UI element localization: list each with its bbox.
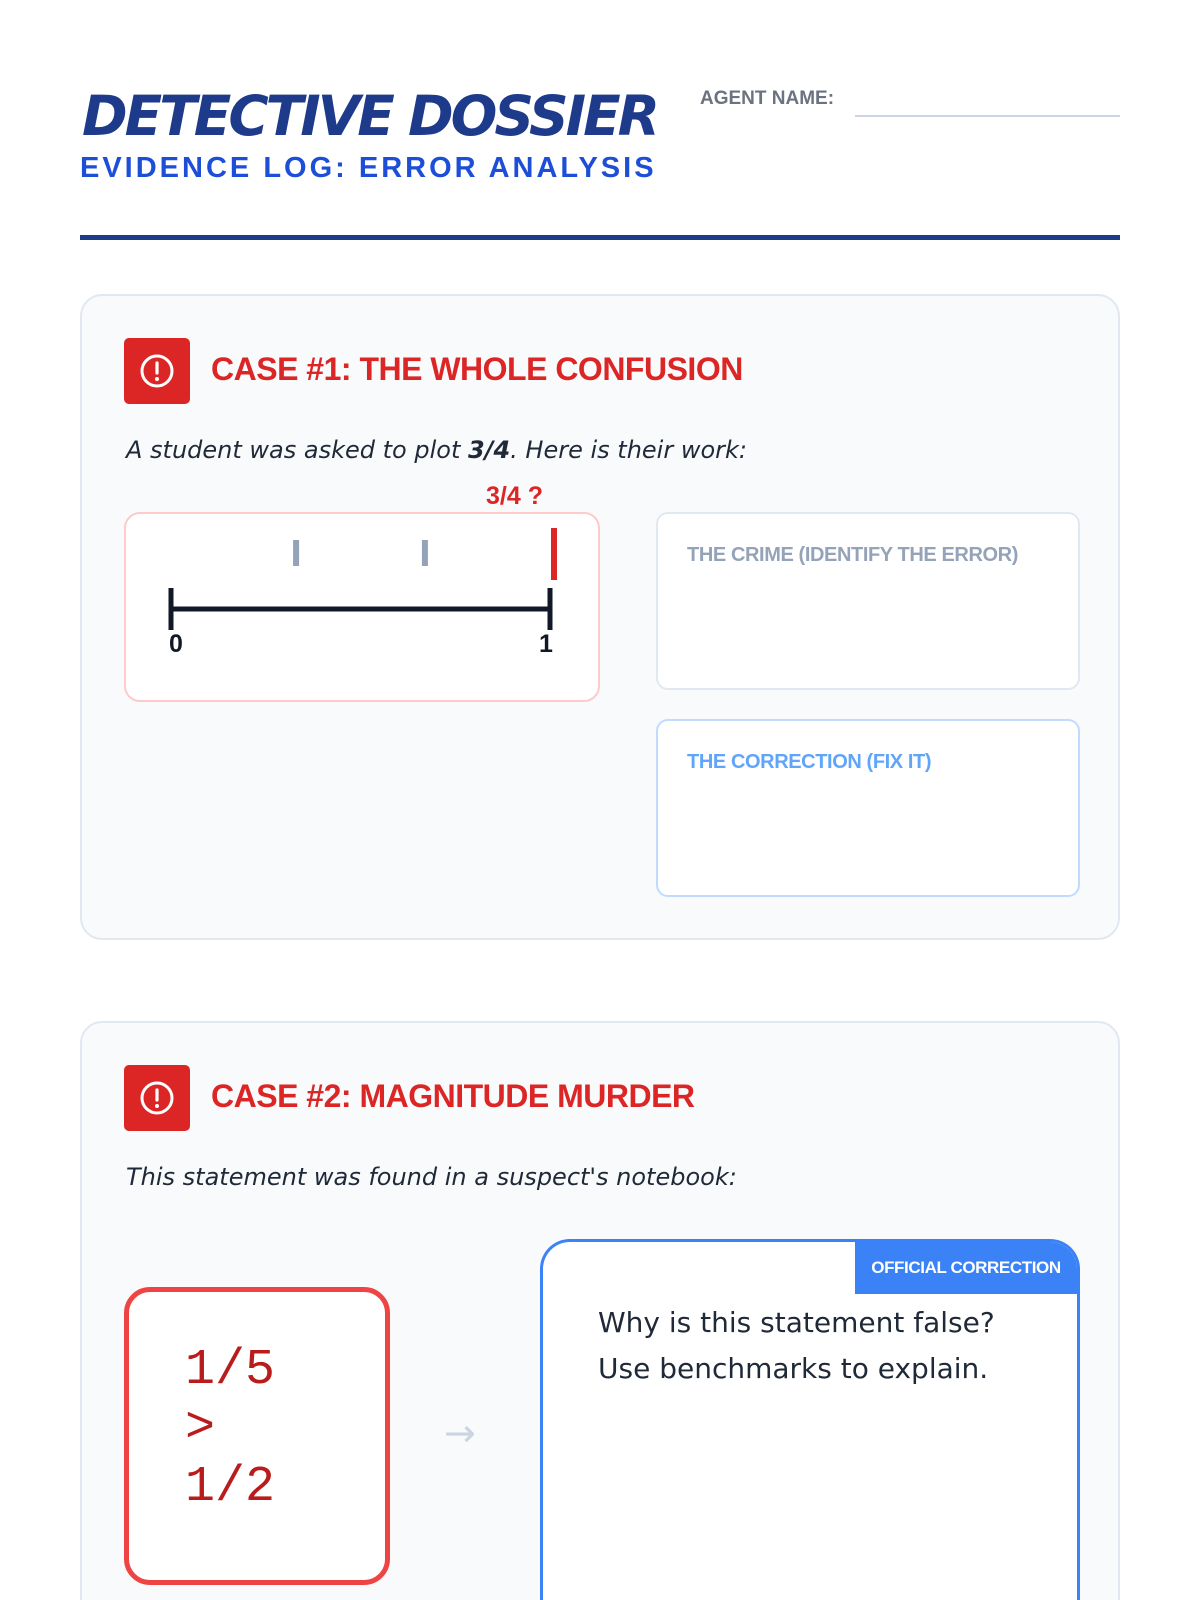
case-2-card [80, 1021, 1120, 1600]
statement-right-fraction: 1/2 [185, 1459, 276, 1516]
official-correction-tag: OFFICIAL CORRECTION [855, 1242, 1077, 1294]
agent-name-label: AGENT NAME: [700, 88, 835, 109]
correction-prompt [598, 1300, 1018, 1392]
correction-answer-box[interactable] [656, 719, 1080, 897]
page-subtitle: EVIDENCE LOG: ERROR ANALYSIS [80, 152, 657, 184]
agent-name-input-line[interactable] [855, 115, 1120, 117]
correction-prompt-line-1: Why is this statement false? [598, 1306, 995, 1339]
number-line-start-label: 0 [169, 630, 183, 658]
case-1-title: CASE #1: THE WHOLE CONFUSION [211, 351, 743, 387]
correction-prompt-line-2: Use benchmarks to explain. [598, 1352, 989, 1385]
statement-operator: > [185, 1400, 216, 1457]
statement-left-fraction: 1/5 [185, 1342, 276, 1399]
page-title: DETECTIVE DOSSIER [82, 84, 658, 148]
official-correction-box[interactable] [540, 1239, 1080, 1600]
number-line-diagram [126, 514, 602, 704]
number-line-end-label: 1 [539, 630, 553, 658]
case-2-intro: This statement was found in a suspect's notebook: [126, 1163, 737, 1191]
dossier-header [80, 80, 1120, 240]
crime-answer-box[interactable] [656, 512, 1080, 690]
case-2-title: CASE #2: MAGNITUDE MURDER [211, 1078, 695, 1114]
number-line-evidence [124, 512, 600, 702]
alert-circle-icon [124, 338, 190, 404]
arrow-right-icon: → [444, 1411, 476, 1455]
correction-label: THE CORRECTION (FIX IT) [687, 751, 932, 773]
student-plot-label: 3/4 ? [486, 482, 543, 510]
case-1-intro: A student was asked to plot 3/4. Here is their work: [126, 436, 748, 464]
header-divider [80, 235, 1120, 240]
crime-label: THE CRIME (IDENTIFY THE ERROR) [687, 544, 1018, 566]
case-1-card [80, 294, 1120, 940]
agent-name-field [700, 86, 1120, 126]
suspect-statement-box [124, 1287, 390, 1585]
alert-circle-icon [124, 1065, 190, 1131]
